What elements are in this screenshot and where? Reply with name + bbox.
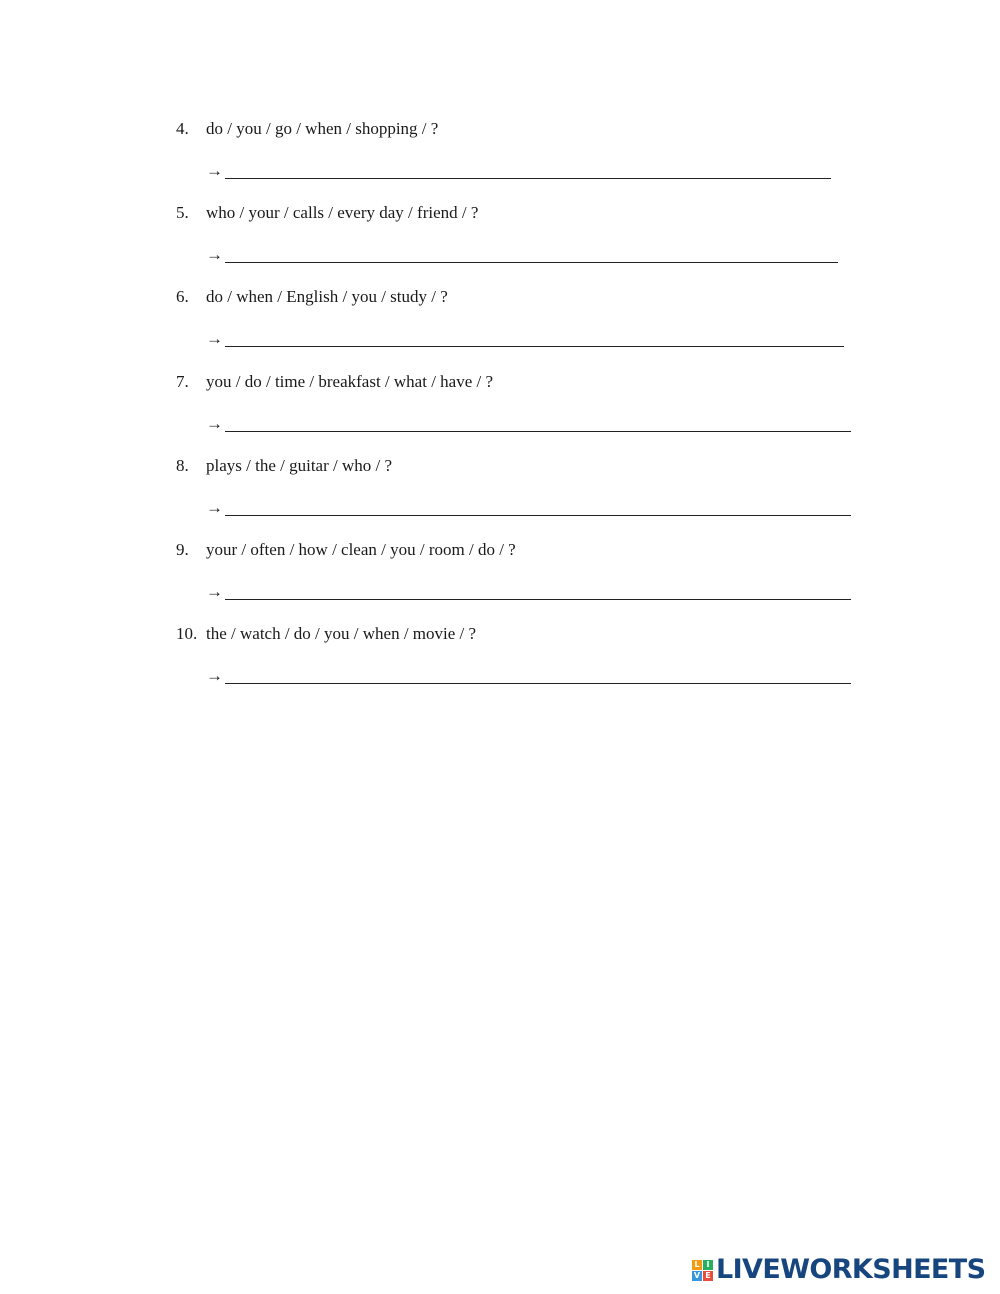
question-6 bbox=[176, 286, 448, 308]
answer-blank[interactable] bbox=[225, 515, 851, 516]
liveworksheets-logo bbox=[692, 1255, 985, 1285]
arrow-icon: → bbox=[206, 414, 223, 433]
answer-blank[interactable] bbox=[225, 599, 851, 600]
logo-letter-v: V bbox=[693, 1270, 701, 1280]
arrow-icon: → bbox=[206, 666, 223, 685]
question-number: 8. bbox=[176, 456, 189, 475]
logo-letter-i: I bbox=[703, 1260, 713, 1270]
answer-line-7[interactable] bbox=[206, 413, 851, 435]
question-number: 10. bbox=[176, 624, 198, 643]
arrow-icon: → bbox=[206, 245, 223, 264]
question-prompt: who / your / calls / every day / friend / ? bbox=[206, 203, 479, 222]
question-9 bbox=[176, 539, 516, 561]
question-prompt: do / when / English / you / study / ? bbox=[206, 287, 448, 306]
logo-letter-l: L bbox=[692, 1260, 702, 1270]
question-prompt: the / watch / do / you / when / movie / ? bbox=[206, 624, 477, 643]
arrow-icon: → bbox=[206, 582, 223, 601]
question-number: 7. bbox=[176, 372, 189, 391]
arrow-icon: → bbox=[206, 498, 223, 517]
answer-blank[interactable] bbox=[225, 683, 851, 684]
question-number: 4. bbox=[176, 119, 189, 138]
question-number: 6. bbox=[176, 287, 189, 306]
question-number: 5. bbox=[176, 203, 189, 222]
question-4 bbox=[176, 118, 438, 140]
question-5 bbox=[176, 202, 478, 224]
logo-letter-e: E bbox=[703, 1271, 713, 1281]
arrow-icon: → bbox=[206, 329, 223, 348]
logo-text: LIVEWORKSHEETS bbox=[716, 1254, 986, 1285]
question-prompt: you / do / time / breakfast / what / have / ? bbox=[206, 372, 494, 391]
answer-line-9[interactable] bbox=[206, 581, 851, 603]
answer-line-6[interactable] bbox=[206, 328, 844, 350]
question-prompt: plays / the / guitar / who / ? bbox=[206, 456, 393, 475]
answer-line-5[interactable] bbox=[206, 244, 838, 266]
question-10 bbox=[176, 623, 476, 645]
answer-blank[interactable] bbox=[225, 431, 851, 432]
answer-line-10[interactable] bbox=[206, 665, 851, 687]
answer-line-8[interactable] bbox=[206, 497, 851, 519]
answer-blank[interactable] bbox=[225, 262, 838, 263]
question-prompt: your / often / how / clean / you / room / do / ? bbox=[206, 540, 516, 559]
answer-line-4[interactable] bbox=[206, 160, 831, 182]
question-number: 9. bbox=[176, 540, 189, 559]
question-8 bbox=[176, 455, 392, 477]
logo-grid-icon bbox=[692, 1260, 713, 1281]
arrow-icon: → bbox=[206, 161, 223, 180]
answer-blank[interactable] bbox=[225, 346, 844, 347]
question-7 bbox=[176, 371, 493, 393]
answer-blank[interactable] bbox=[225, 178, 831, 179]
question-prompt: do / you / go / when / shopping / ? bbox=[206, 119, 439, 138]
